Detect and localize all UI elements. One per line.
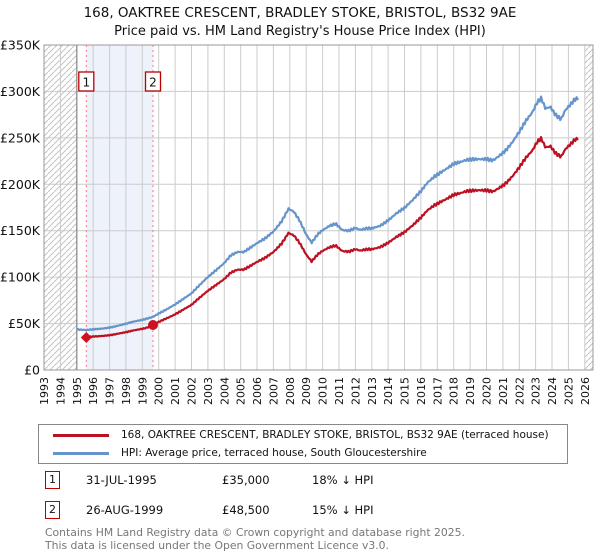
sale-price: £35,000	[222, 473, 270, 487]
x-tick-label: 2023	[529, 377, 543, 405]
y-tick-label: £100K	[0, 269, 40, 285]
sale-date: 31-JUL-1995	[86, 473, 157, 487]
x-tick-label: 2018	[447, 377, 461, 405]
sale-price: £48,500	[222, 503, 270, 517]
price-paid-line	[86, 137, 578, 337]
x-tick-label: 2021	[496, 377, 510, 406]
x-tick-label: 2007	[267, 377, 281, 405]
x-tick-label: 2010	[316, 377, 330, 405]
x-tick-label: 2017	[431, 377, 445, 405]
x-tick-label: 2022	[513, 377, 527, 405]
x-tick-label: 2008	[283, 377, 297, 405]
y-tick-label: £200K	[0, 176, 40, 192]
y-tick-label: £50K	[7, 316, 40, 332]
page-subtitle: Price paid vs. HM Land Registry's House Price Index (HPI)	[114, 24, 486, 39]
legend-item-price	[53, 428, 567, 442]
x-tick-label: 2006	[251, 377, 264, 405]
y-tick-label: £0	[24, 362, 40, 378]
no-data-hatch	[585, 45, 593, 370]
x-tick-label: 2019	[464, 377, 478, 405]
sale-hpi-diff: 18% ↓ HPI	[312, 473, 374, 487]
sale-number-badge: 1	[45, 471, 60, 489]
x-tick-label: 1993	[38, 377, 51, 405]
event-label-1: 1	[82, 75, 91, 90]
x-tick-label: 1995	[70, 377, 84, 405]
x-tick-label: 2016	[414, 377, 428, 405]
sale-number-badge: 2	[45, 501, 60, 519]
chart-legend	[38, 424, 568, 464]
y-tick-label: £150K	[0, 223, 40, 239]
y-tick-label: £350K	[0, 37, 40, 53]
x-tick-label: 2025	[562, 377, 576, 405]
x-tick-label: 2009	[300, 377, 314, 405]
sale-date: 26-AUG-1999	[86, 503, 164, 517]
x-tick-label: 2003	[201, 377, 215, 405]
legend-item-hpi	[53, 446, 567, 460]
x-tick-label: 2015	[398, 377, 412, 405]
sale-marker-2	[148, 320, 158, 330]
no-data-hatch	[44, 45, 77, 370]
sale-row-1	[0, 471, 600, 491]
license-line-2: This data is licensed under the Open Government Licence v3.0.	[45, 538, 389, 552]
x-tick-label: 1994	[54, 377, 68, 405]
x-tick-label: 2005	[234, 377, 248, 405]
x-tick-label: 2024	[546, 377, 559, 405]
x-tick-label: 2026	[578, 377, 592, 405]
x-tick-label: 2001	[169, 377, 183, 405]
y-tick-label: £300K	[0, 83, 40, 99]
x-tick-label: 1997	[103, 377, 117, 405]
x-tick-label: 1999	[136, 377, 150, 405]
x-tick-label: 2004	[218, 377, 232, 405]
page-title: 168, OAKTREE CRESCENT, BRADLEY STOKE, BRISTOL, BS32 9AE	[83, 5, 517, 21]
x-tick-label: 2000	[152, 377, 166, 405]
legend-label-price: 168, OAKTREE CRESCENT, BRADLEY STOKE, BRISTOL, BS32 9AE (terraced house)	[121, 429, 549, 441]
x-tick-label: 2014	[382, 377, 396, 405]
event-label-2: 2	[149, 75, 157, 90]
sale-hpi-diff: 15% ↓ HPI	[312, 503, 374, 517]
x-tick-label: 2020	[480, 377, 494, 405]
x-tick-label: 1996	[87, 377, 101, 405]
x-tick-label: 2011	[333, 377, 346, 405]
license-line-1: Contains HM Land Registry data © Crown copyright and database right 2025.	[45, 526, 465, 539]
x-tick-label: 2012	[349, 377, 363, 405]
x-tick-label: 2002	[185, 377, 199, 405]
hpi-line-swatch	[53, 452, 109, 455]
y-tick-label: £250K	[0, 130, 40, 146]
x-tick-label: 1998	[119, 377, 133, 405]
license-note	[45, 527, 465, 552]
sale-row-2	[0, 501, 600, 521]
legend-label-hpi: HPI: Average price, terraced house, South Gloucestershire	[121, 447, 427, 459]
price-line-swatch	[53, 434, 109, 437]
x-tick-label: 2013	[365, 377, 379, 405]
